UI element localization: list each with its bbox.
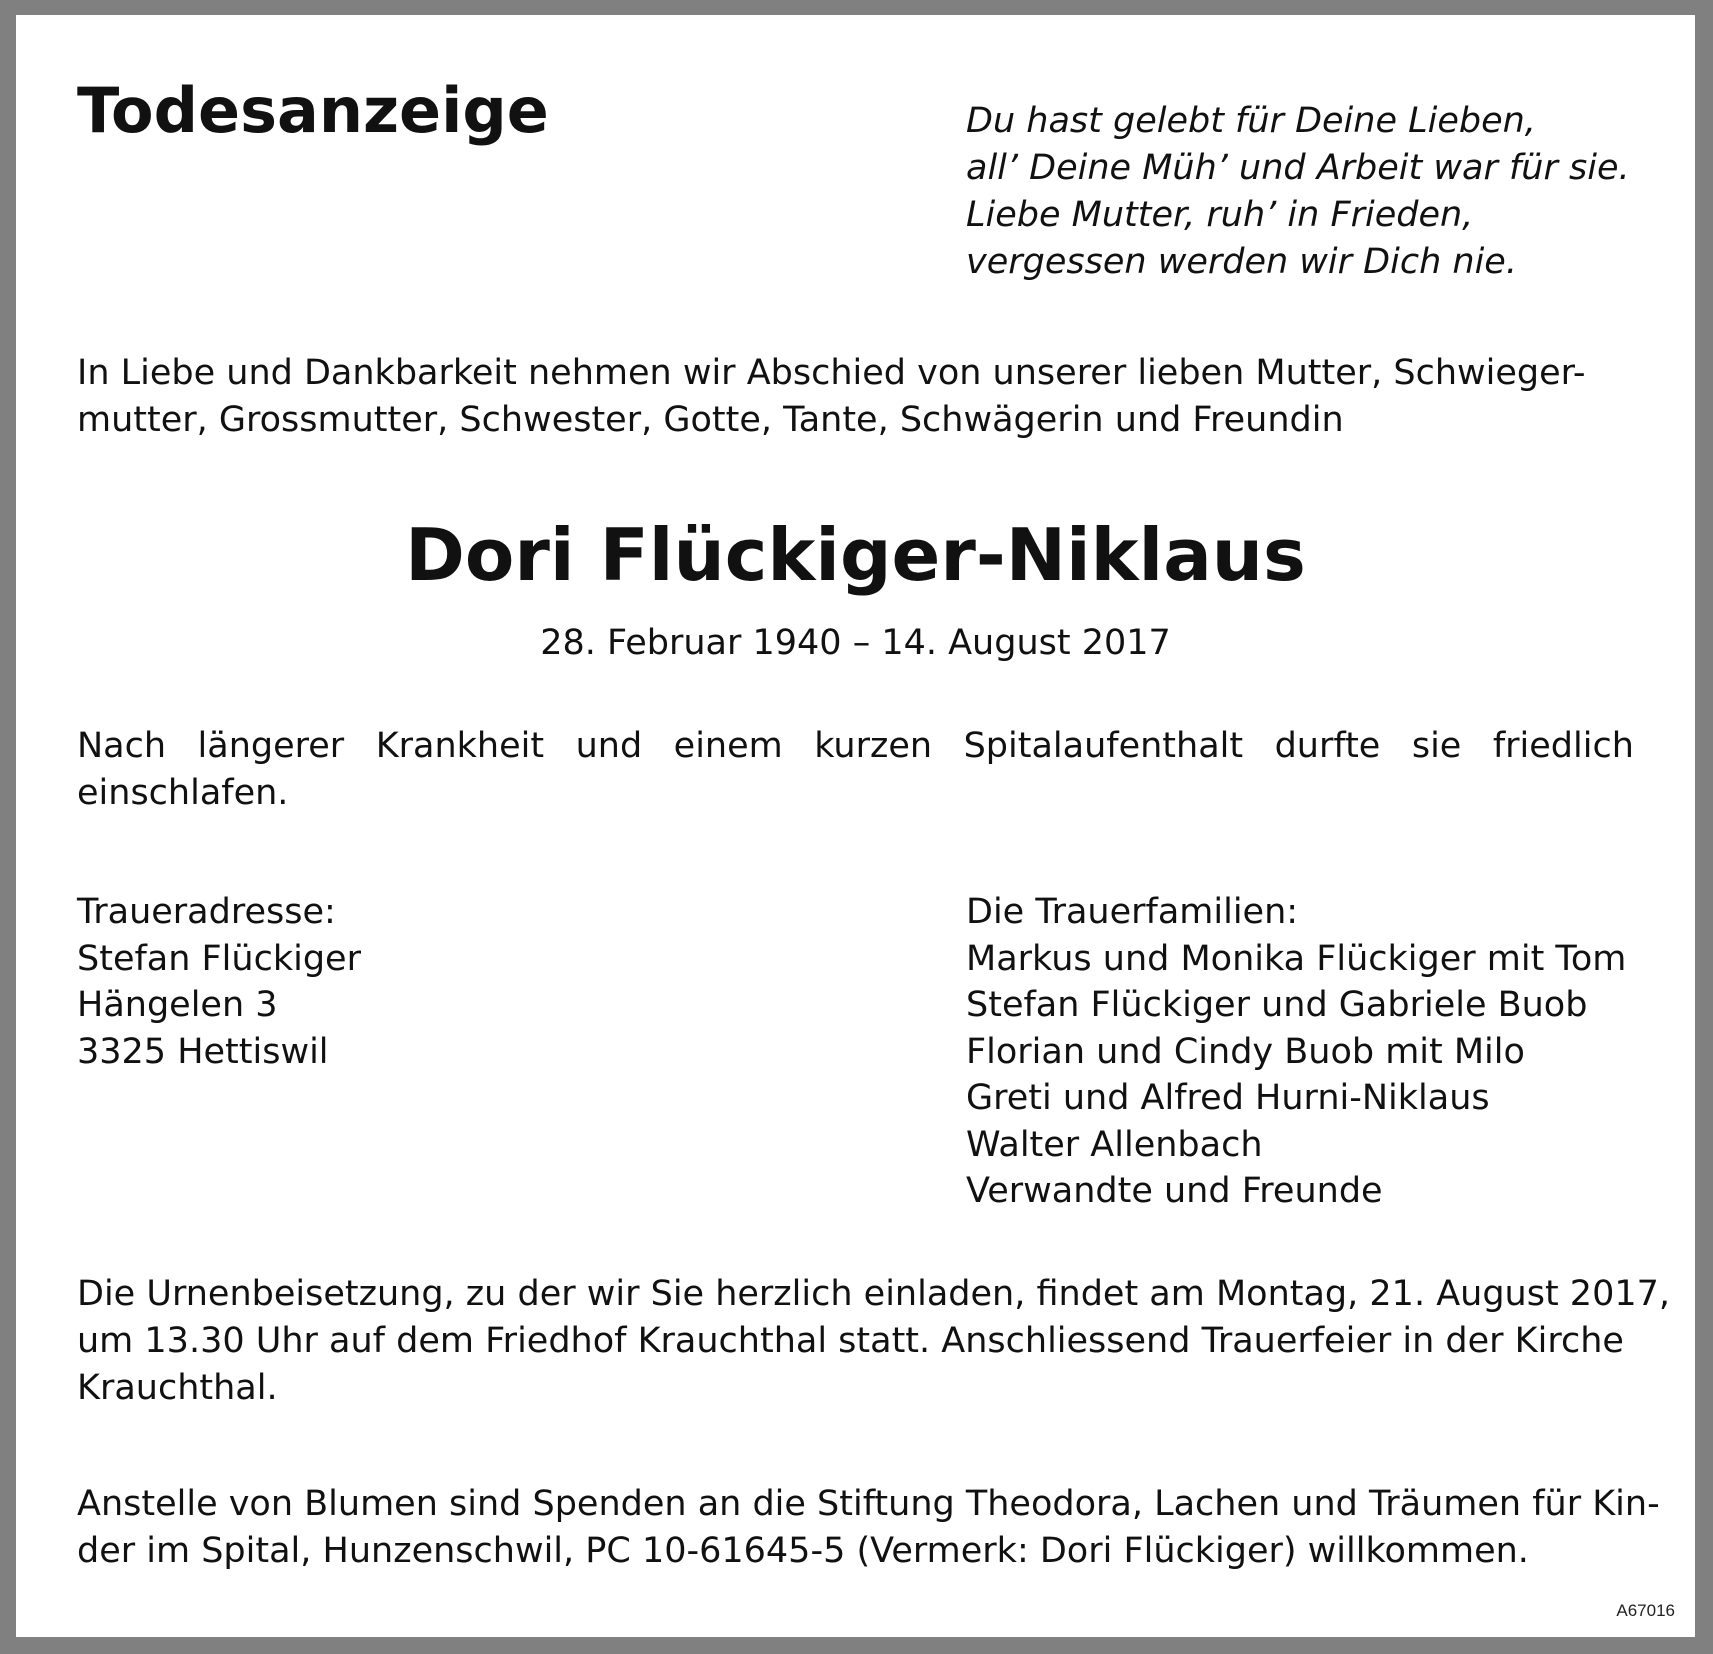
memorial-verse — [966, 98, 1630, 286]
deceased-name: Dori Flückiger-Niklaus — [405, 513, 1306, 597]
family-line: Florian und Cindy Buob mit Milo — [966, 1031, 1525, 1072]
families-label: Die Trauerfamilien: — [966, 892, 1299, 932]
family-line: Markus und Monika Flückiger mit Tom — [966, 938, 1627, 979]
address-line: Stefan Flückiger — [77, 938, 361, 979]
passing-word: Krankheit — [375, 726, 545, 766]
passing-word: Spitalaufenthalt — [963, 726, 1244, 766]
address-line: 3325 Hettiswil — [77, 1031, 329, 1072]
passing-word: kurzen — [814, 726, 933, 766]
passing-word: friedlich — [1492, 726, 1634, 766]
family-line: Greti und Alfred Hurni-Niklaus — [966, 1078, 1490, 1118]
page-title: Todesanzeige — [77, 74, 549, 147]
family-line: Walter Allenbach — [966, 1124, 1263, 1165]
donation-line: der im Spital, Hunzenschwil, PC 10-61645-5 (Vermerk: Dori Flückiger) willkommen. — [77, 1531, 1529, 1571]
verse-line: all’ Deine Müh’ und Arbeit war für sie. — [966, 148, 1630, 188]
verse-line: Liebe Mutter, ruh’ in Frieden, — [966, 195, 1474, 235]
passing-word: und — [575, 726, 643, 766]
family-line: Stefan Flückiger und Gabriele Buob — [966, 985, 1588, 1025]
verse-line: Du hast gelebt für Deine Lieben, — [966, 101, 1536, 141]
passing-word: längerer — [197, 726, 345, 766]
mourning-families — [966, 889, 1626, 1215]
address-label: Traueradresse: — [77, 892, 336, 932]
passing-line-justified — [77, 723, 1634, 770]
address-line: Hängelen 3 — [77, 985, 278, 1025]
donation-paragraph — [77, 1481, 1660, 1575]
passing-line: einschlafen. — [77, 773, 289, 813]
family-line: Verwandte und Freunde — [966, 1171, 1383, 1211]
burial-line: um 13.30 Uhr auf dem Friedhof Krauchthal statt. Anschliessend Trauerfeier in der Kirche — [77, 1321, 1624, 1361]
intro-paragraph — [77, 350, 1634, 444]
burial-line: Krauchthal. — [77, 1368, 278, 1408]
ad-code: A67016 — [1616, 1601, 1675, 1620]
passing-word: einem — [673, 726, 783, 766]
donation-line: Anstelle von Blumen sind Spenden an die Stiftung Theodora, Lachen und Träumen für Kin- — [77, 1484, 1660, 1524]
passing-word: durfte — [1274, 726, 1381, 766]
burial-line: Die Urnenbeisetzung, zu der wir Sie herzlich einladen, findet am Montag, 21. August 2017, — [77, 1274, 1670, 1314]
passing-word: Nach — [77, 726, 167, 766]
passing-paragraph — [77, 723, 1634, 817]
burial-paragraph — [77, 1271, 1670, 1412]
life-dates: 28. Februar 1940 – 14. August 2017 — [540, 623, 1171, 663]
passing-word: sie — [1411, 726, 1462, 766]
obituary-page — [16, 15, 1695, 1637]
intro-line: In Liebe und Dankbarkeit nehmen wir Abschied von unserer lieben Mutter, Schwieger- — [77, 353, 1586, 393]
intro-line: mutter, Grossmutter, Schwester, Gotte, Tante, Schwägerin und Freundin — [77, 400, 1344, 440]
mourning-address — [77, 889, 361, 1075]
verse-line: vergessen werden wir Dich nie. — [966, 242, 1517, 282]
